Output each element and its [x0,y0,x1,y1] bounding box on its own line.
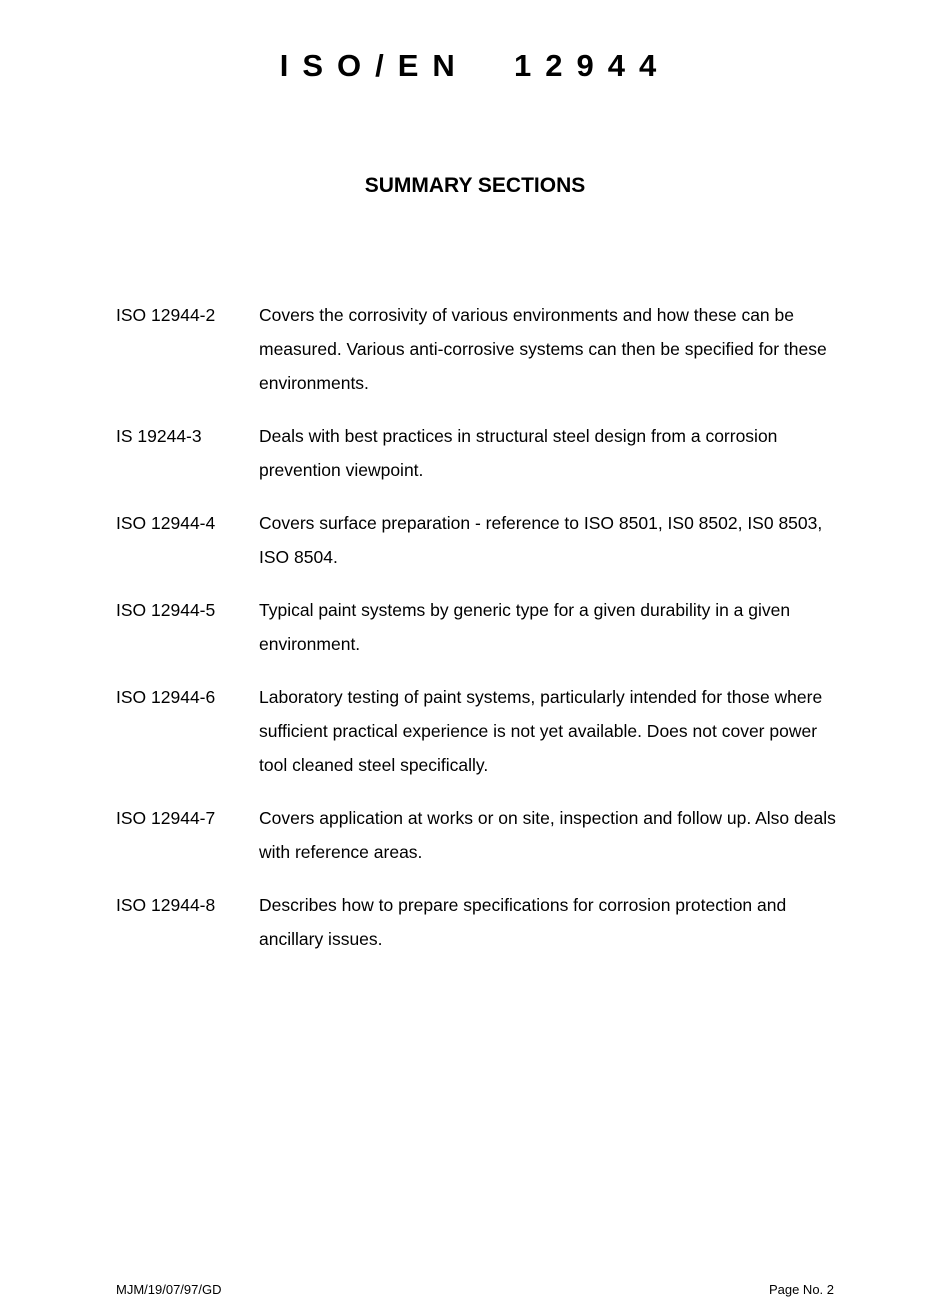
section-item-12944-2 [116,298,846,400]
document-title: ISO/EN 12944 [279,48,671,83]
section-item-12944-5 [116,593,846,661]
section-description: Typical paint systems by generic type for a given durability in a given environment. [259,600,791,654]
footer-page-number: Page No. 2 [768,1282,834,1297]
section-code: ISO 12944-4 [116,513,216,533]
section-description: Laboratory testing of paint systems, particularly intended for those where sufficient practical experience is not yet available. Does not cover power tool cleaned steel specifically. [259,687,823,775]
section-code: ISO 12944-6 [116,687,216,707]
section-description: Deals with best practices in structural steel design from a corrosion prevention viewpoint. [259,426,778,480]
section-item-12944-6 [116,680,846,782]
section-code: IS 19244-3 [116,426,202,446]
summary-sections-list [116,298,846,975]
section-description: Covers application at works or on site, inspection and follow up. Also deals with reference areas. [259,808,836,862]
footer-reference: MJM/19/07/97/GD [116,1282,222,1297]
section-description: Covers the corrosivity of various environments and how these can be measured. Various anti-corrosive systems can then be specified for these environments. [259,305,827,393]
section-item-12944-8 [116,888,846,956]
section-description: Describes how to prepare specifications for corrosion protection and ancillary issues. [259,895,787,949]
section-item-12944-7 [116,801,846,869]
summary-heading: SUMMARY SECTIONS [364,174,586,197]
section-item-19244-3 [116,419,846,487]
section-code: ISO 12944-2 [116,305,216,325]
section-item-12944-4 [116,506,846,574]
section-description: Covers surface preparation - reference to ISO 8501, IS0 8502, IS0 8503, ISO 8504. [259,513,823,567]
section-code: ISO 12944-7 [116,808,216,828]
section-code: ISO 12944-5 [116,600,216,620]
section-code: ISO 12944-8 [116,895,216,915]
